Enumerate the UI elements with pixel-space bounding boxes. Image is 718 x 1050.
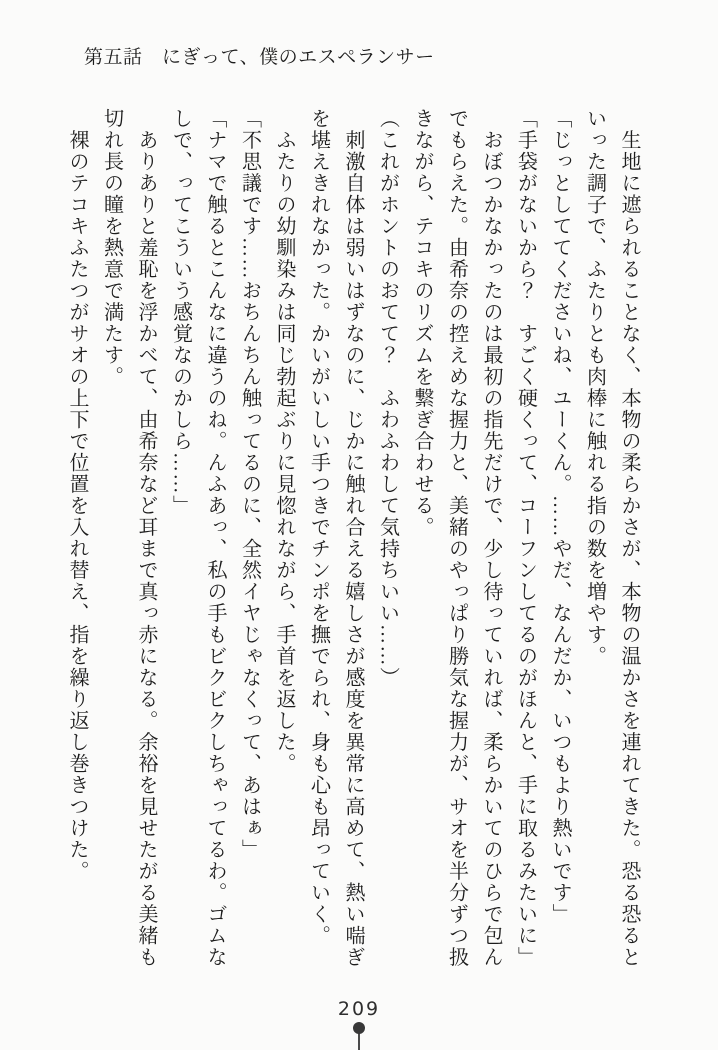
paragraph: 「ナマで触るとこんなに違うのね。んふあっ、私の手もビクビクしちゃってるわ。ゴムなしで、ってこういう感覚なのかしら……」: [169, 108, 226, 968]
pin-marker-icon: [358, 1033, 360, 1050]
page-footer: [0, 980, 718, 1050]
body-text: [60, 108, 647, 970]
paragraph: 裸のテコキふたつがサオの上下で位置を入れ替え、指を繰り返し巻きつけた。: [66, 108, 88, 882]
paragraph: ありありと羞恥を浮かべて、由希奈など耳まで真っ赤になる。余裕を見せたがる美緒も切れ長の瞳を熱意で満たす。: [100, 108, 157, 968]
paragraph: 「じっとしててくださいね、ユーくん。……やだ、なんだか、いつもより熱いです」: [549, 108, 571, 925]
paragraph: ふたりの幼馴染みは同じ勃起ぶりに見惚れながら、手首を返した。: [273, 108, 295, 775]
page-number: 209: [337, 998, 381, 1020]
paragraph: おぼつかなかったのは最初の指先だけで、少し待っていれば、柔らかいてのひらで包んでもらえた。由希奈の控えめな握力と、美緒のやっぱり勝気な握力が、サオを半分ずつ扱きながら、テコキのリズムを繋ぎ合わせる。: [411, 108, 502, 968]
chapter-title: 第五話 にぎって、僕のエスペランサー: [84, 47, 435, 68]
paragraph: 「不思議です……おちんちん触ってるのに、全然イヤじゃなくって、あはぁ」: [238, 108, 261, 861]
paragraph: 生地に遮られることなく、本物の柔らかさが、本物の温かさを連れてきた。恐る恐るといった調子で、ふたりとも肉棒に触れる指の数を増やす。: [583, 108, 640, 968]
paragraph: 「手袋がないから？ すごく硬くって、コーフンしてるのがほんと、手に取るみたいに」: [514, 108, 537, 968]
paragraph: 刺激自体は弱いはずなのに、じかに触れ合える嬉しさが感度を異常に高めて、熱い喘ぎを堪えきれなかった。かいがいしい手つきでチンポを撫でられ、身も心も昂っていく。: [307, 108, 364, 968]
paragraph: （これがホントのおてて？ ふわふわして気持ちいい……）: [376, 108, 399, 689]
